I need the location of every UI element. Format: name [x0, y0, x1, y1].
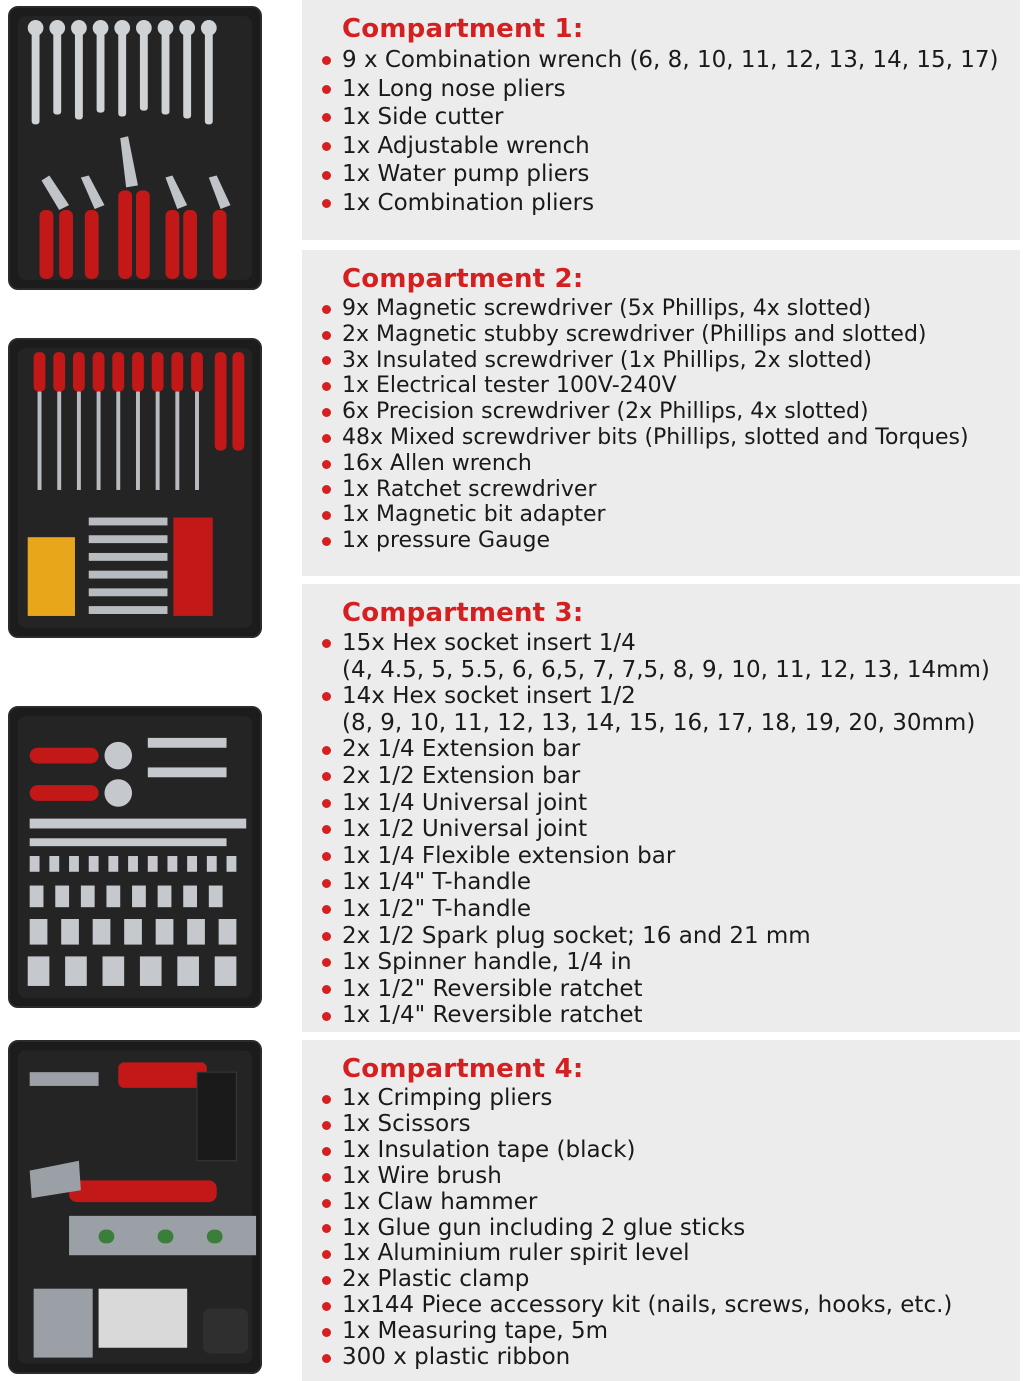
bullet-icon	[322, 1147, 331, 1156]
list-item: 1x 1/4" T-handle	[310, 869, 1020, 896]
list-item: 1x 1/2" T-handle	[310, 896, 1020, 923]
bullet-icon	[322, 1276, 331, 1285]
compartment-2-panel	[302, 250, 1020, 576]
bullet-icon	[322, 356, 331, 365]
compartment-3-panel	[302, 584, 1020, 1032]
bullet-icon	[322, 825, 331, 834]
bullet-icon	[322, 1012, 331, 1021]
list-item: 1x Combination pliers	[310, 189, 1020, 218]
screwdriver-tray-icon	[10, 340, 260, 636]
bullet-icon	[322, 905, 331, 914]
wrench-pliers-tray-icon	[10, 8, 260, 288]
list-item: 1x Crimping pliers	[310, 1086, 1020, 1112]
tray-image-compartment-1	[8, 6, 262, 290]
bullet-icon	[322, 113, 331, 122]
list-item-continuation: (8, 9, 10, 11, 12, 13, 14, 15, 16, 17, 18, 19, 20, 30mm)	[342, 709, 976, 736]
compartment-4-panel	[302, 1040, 1020, 1381]
bullet-icon	[322, 1302, 331, 1311]
bullet-icon	[322, 305, 331, 314]
compartment-title: Compartment 4:	[342, 1054, 584, 1084]
list-item: 1x Measuring tape, 5m	[310, 1319, 1020, 1345]
list-item: 1x Water pump pliers	[310, 160, 1020, 189]
tray-image-compartment-3	[8, 706, 262, 1008]
bullet-icon	[322, 879, 331, 888]
bullet-icon	[322, 1121, 331, 1130]
bullet-icon	[322, 199, 331, 208]
list-item: 2x 1/2 Spark plug socket; 16 and 21 mm	[310, 923, 1020, 950]
list-item: 1x Magnetic bit adapter	[310, 502, 1020, 528]
bullet-icon	[322, 142, 331, 151]
bullet-icon	[322, 511, 331, 520]
list-item: 1x Spinner handle, 1/4 in	[310, 949, 1020, 976]
list-item: 2x Plastic clamp	[310, 1267, 1020, 1293]
bullet-icon	[322, 1328, 331, 1337]
bullet-icon	[322, 772, 331, 781]
bullet-icon	[322, 485, 331, 494]
list-item: 1x Insulation tape (black)	[310, 1138, 1020, 1164]
tray-image-compartment-2	[8, 338, 262, 638]
bullet-icon	[322, 852, 331, 861]
tray-image-compartment-4	[8, 1040, 262, 1374]
list-item: 1x Glue gun including 2 glue sticks	[310, 1216, 1020, 1242]
bullet-icon	[322, 958, 331, 967]
list-item: 14x Hex socket insert 1/2	[310, 683, 1020, 710]
bullet-icon	[322, 1199, 331, 1208]
list-item: 1x Scissors	[310, 1112, 1020, 1138]
list-item: 15x Hex socket insert 1/4	[310, 630, 1020, 657]
bullet-icon	[322, 692, 331, 701]
socket-tray-icon	[10, 708, 260, 1006]
list-item: 48x Mixed screwdriver bits (Phillips, slotted and Torques)	[310, 425, 1020, 451]
list-item: 2x 1/2 Extension bar	[310, 763, 1020, 790]
bullet-icon	[322, 932, 331, 941]
list-item: 1x Aluminium ruler spirit level	[310, 1241, 1020, 1267]
list-item: 1x 1/4 Universal joint	[310, 790, 1020, 817]
list-item: 300 x plastic ribbon	[310, 1345, 1020, 1371]
bullet-icon	[322, 408, 331, 417]
list-item: 2x 1/4 Extension bar	[310, 736, 1020, 763]
bullet-icon	[322, 1095, 331, 1104]
list-item: 1x Electrical tester 100V-240V	[310, 373, 1020, 399]
list-item: 1x pressure Gauge	[310, 528, 1020, 554]
list-item: 9x Magnetic screwdriver (5x Phillips, 4x slotted)	[310, 296, 1020, 322]
list-item: 9 x Combination wrench (6, 8, 10, 11, 12, 13, 14, 15, 17)	[310, 46, 1020, 75]
list-item: 1x Long nose pliers	[310, 75, 1020, 104]
list-item: 1x Wire brush	[310, 1164, 1020, 1190]
item-list	[310, 630, 1020, 1029]
list-item: 1x Ratchet screwdriver	[310, 477, 1020, 503]
bullet-icon	[322, 434, 331, 443]
bullet-icon	[322, 985, 331, 994]
bullet-icon	[322, 537, 331, 546]
hammer-level-tray-icon	[10, 1042, 260, 1372]
list-item: 2x Magnetic stubby screwdriver (Phillips and slotted)	[310, 322, 1020, 348]
bullet-icon	[322, 85, 331, 94]
bullet-icon	[322, 1173, 331, 1182]
bullet-icon	[322, 171, 331, 180]
compartment-title: Compartment 1:	[342, 14, 584, 44]
list-item-continuation: (4, 4.5, 5, 5.5, 6, 6,5, 7, 7,5, 8, 9, 10, 11, 12, 13, 14mm)	[342, 656, 990, 683]
bullet-icon	[322, 1224, 331, 1233]
list-item: 3x Insulated screwdriver (1x Phillips, 2x slotted)	[310, 348, 1020, 374]
item-list	[310, 296, 1020, 554]
compartment-1-panel	[302, 0, 1020, 240]
list-item: 1x Claw hammer	[310, 1190, 1020, 1216]
bullet-icon	[322, 331, 331, 340]
bullet-icon	[322, 639, 331, 648]
list-item: 6x Precision screwdriver (2x Phillips, 4x slotted)	[310, 399, 1020, 425]
item-list	[310, 46, 1020, 218]
list-item: 1x Side cutter	[310, 103, 1020, 132]
bullet-icon	[322, 382, 331, 391]
list-item: 1x 1/2" Reversible ratchet	[310, 976, 1020, 1003]
compartment-title: Compartment 2:	[342, 264, 584, 294]
compartment-title: Compartment 3:	[342, 598, 584, 628]
bullet-icon	[322, 1354, 331, 1363]
list-item: 1x 1/2 Universal joint	[310, 816, 1020, 843]
list-item: 1x 1/4 Flexible extension bar	[310, 843, 1020, 870]
bullet-icon	[322, 56, 331, 65]
bullet-icon	[322, 746, 331, 755]
list-item: 1x 1/4" Reversible ratchet	[310, 1002, 1020, 1029]
bullet-icon	[322, 1250, 331, 1259]
bullet-icon	[322, 460, 331, 469]
item-list	[310, 1086, 1020, 1371]
list-item: 16x Allen wrench	[310, 451, 1020, 477]
list-item: 1x144 Piece accessory kit (nails, screws, hooks, etc.)	[310, 1293, 1020, 1319]
bullet-icon	[322, 799, 331, 808]
list-item: 1x Adjustable wrench	[310, 132, 1020, 161]
